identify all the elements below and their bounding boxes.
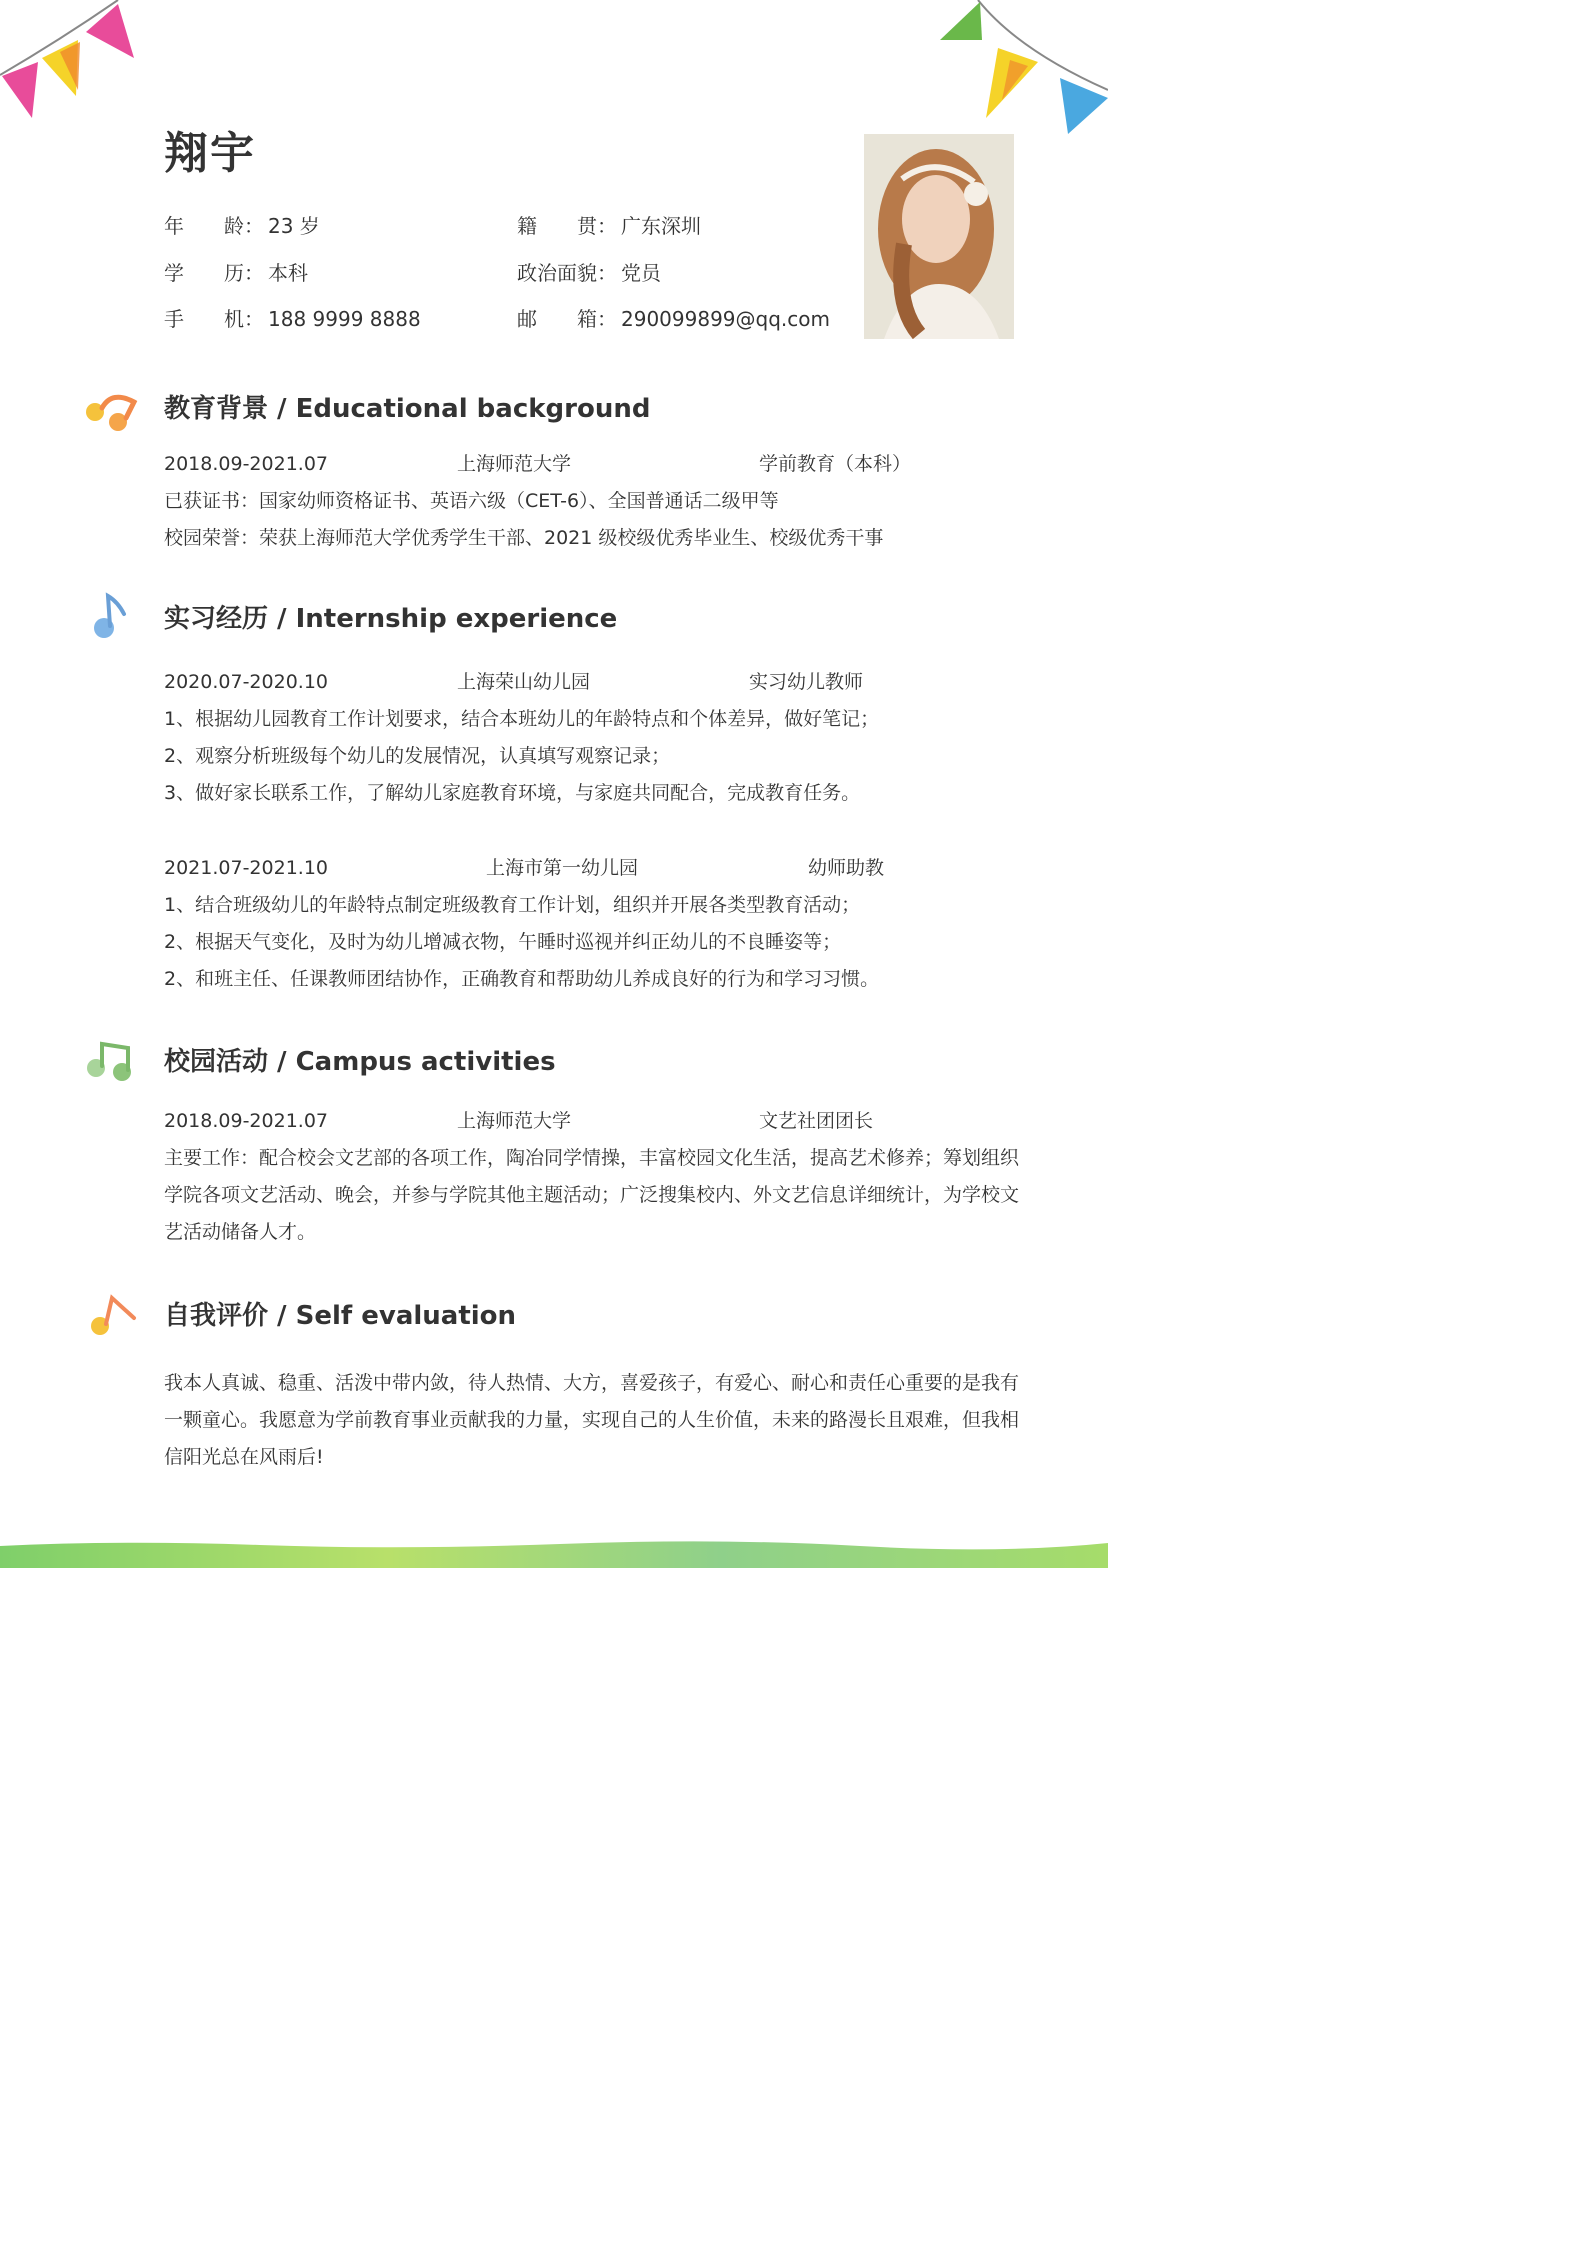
education-date: 2018.09-2021.07: [164, 453, 328, 475]
job1-date: 2020.07-2020.10: [164, 671, 328, 693]
job2-date: 2021.07-2021.10: [164, 857, 328, 879]
campus-date: 2018.09-2021.07: [164, 1110, 328, 1132]
profile-photo: [864, 134, 1014, 339]
info-email: [517, 305, 830, 333]
flag-green-icon: [940, 2, 982, 40]
info-value: 290099899@qq.com: [621, 307, 830, 331]
campus-title: 校园活动 / Campus activities: [164, 1047, 556, 1077]
info-phone: [164, 305, 421, 333]
info-label: 邮 箱：: [517, 307, 617, 331]
education-honors: 校园荣誉：荣获上海师范大学优秀学生干部、2021 级校级优秀毕业生、校级优秀干事: [164, 527, 884, 549]
education-certificates: 已获证书：国家幼师资格证书、英语六级（CET-6）、全国普通话二级甲等: [164, 490, 779, 512]
education-major: 学前教育（本科）: [759, 453, 912, 475]
job2-item: 2、根据天气变化，及时为幼儿增减衣物，午睡时巡视并纠正幼儿的不良睡姿等；: [164, 931, 842, 953]
job1-org: 上海荣山幼儿园: [457, 671, 591, 693]
music-note-orange-icon: [82, 1290, 140, 1344]
job1-role: 实习幼儿教师: [749, 671, 864, 693]
info-value: 188 9999 8888: [268, 307, 421, 331]
job2-item: 1、结合班级幼儿的年龄特点制定班级教育工作计划，组织并开展各类型教育活动；: [164, 894, 861, 916]
self-evaluation-text: 我本人真诚、稳重、活泼中带内敛，待人热情、大方，喜爱孩子，有爱心、耐心和责任心重要的是我有一颗童心。我愿意为学前教育事业贡献我的力量，实现自己的人生价值，未来的路漫长且艰难，但我相信阳光总在风雨后!: [164, 1372, 1020, 1468]
internship-title: 实习经历 / Internship experience: [164, 604, 618, 634]
campus-description: 主要工作：配合校会文艺部的各项工作，陶冶同学情操，丰富校园文化生活，提高艺术修养；筹划组织学院各项文艺活动、晚会，并参与学院其他主题活动；广泛搜集校内、外文艺信息详细统计，为学校文艺活动储备人才。: [164, 1147, 1020, 1243]
job2-item: 2、和班主任、任课教师团结协作，正确教育和帮助幼儿养成良好的行为和学习习惯。: [164, 968, 880, 990]
info-value: 23 岁: [268, 214, 320, 238]
bunting-left: [0, 0, 140, 125]
campus-role: 文艺社团团长: [759, 1110, 874, 1132]
info-label: 籍 贯：: [517, 214, 617, 238]
campus-org: 上海师范大学: [457, 1110, 572, 1132]
info-political: [517, 259, 661, 287]
info-value: 党员: [621, 261, 661, 285]
info-age: [164, 212, 320, 240]
candidate-name: 翔宇: [164, 128, 256, 179]
job2-role: 幼师助教: [808, 857, 885, 879]
education-title: 教育背景 / Educational background: [164, 394, 651, 424]
info-value: 本科: [268, 261, 308, 285]
info-hometown: [517, 212, 701, 240]
info-education: [164, 259, 308, 287]
music-note-green-icon: [82, 1036, 140, 1090]
job1-item: 1、根据幼儿园教育工作计划要求，结合本班幼儿的年龄特点和个体差异，做好笔记；: [164, 708, 880, 730]
info-label: 年 龄：: [164, 214, 264, 238]
music-note-blue-icon: [82, 592, 140, 646]
self-evaluation-title: 自我评价 / Self evaluation: [164, 1301, 517, 1331]
job2-org: 上海市第一幼儿园: [486, 857, 639, 879]
info-label: 政治面貌：: [517, 261, 617, 285]
bunting-right: [938, 0, 1108, 140]
bottom-watercolor-band: [0, 1538, 1108, 1568]
music-note-orange-icon: [82, 384, 140, 438]
info-label: 手 机：: [164, 307, 264, 331]
info-value: 广东深圳: [621, 214, 701, 238]
info-label: 学 历：: [164, 261, 264, 285]
job1-item: 2、观察分析班级每个幼儿的发展情况，认真填写观察记录；: [164, 745, 671, 767]
flag-pink-icon: [86, 4, 134, 58]
education-school: 上海师范大学: [457, 453, 572, 475]
job1-item: 3、做好家长联系工作，了解幼儿家庭教育环境，与家庭共同配合，完成教育任务。: [164, 782, 861, 804]
